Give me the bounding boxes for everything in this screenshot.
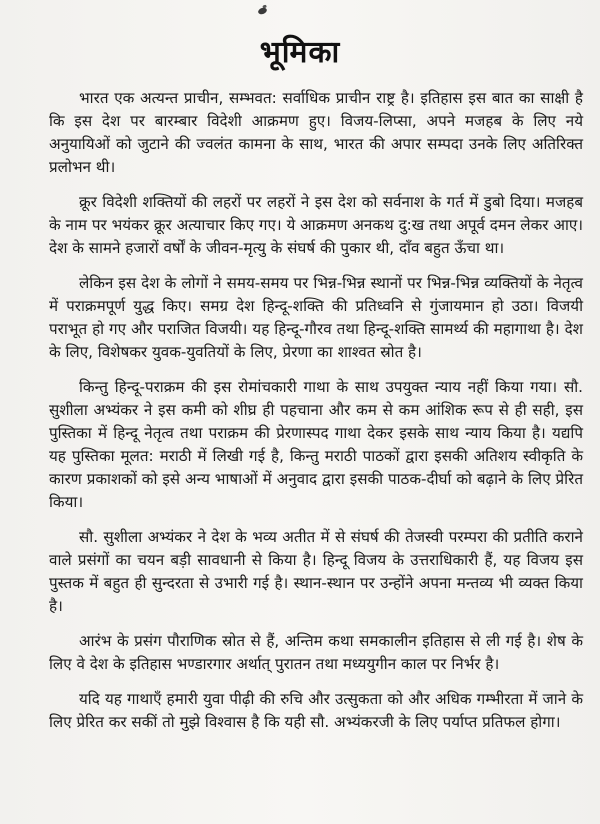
paragraph-4: किन्तु हिन्दू-पराक्रम की इस रोमांचकारी गाथा के साथ उपयुक्त न्याय नहीं किया गया। सौ. सुशीला अभ्यंकर ने इस कमी को शीघ्र ही पहचाना और कम से कम आंशिक रूप से ही सही, इस पुस्तिका में हिन्दू नेतृत्व तथा पराक्रम की प्रेरणास्पद गाथा देकर इसके साथ न्याय किया है। यद्यपि यह पुस्तिका मूलत: मराठी में लिखी गई है, किन्तु मराठी पाठकों द्वारा इसकी अतिशय स्वीकृति के कारण प्रकाशकों को इसे अन्य भाषाओं में अनुवाद द्वारा इसकी पाठक-दीर्घा को बढ़ाने के लिए प्रेरित किया। [49, 378, 583, 511]
paragraph-3: लेकिन इस देश के लोगों ने समय-समय पर भिन्न-भिन्न स्थानों पर भिन्न-भिन्न व्यक्तियों के नेतृत्व में पराक्रमपूर्ण युद्ध किए। समग्र देश हिन्दू-शक्ति की प्रतिध्वनि से गुंजायमान हो उठा। विजयी पराभूत हो गए और पराजित विजयी। यह हिन्दू-गौरव तथा हिन्दू-शक्ति सामर्थ्य की महागाथा है। देश के लिए, विशेषकर युवक-युवतियों के लिए, प्रेरणा का शाश्वत स्रोत है। [49, 274, 583, 361]
paragraph-7: यदि यह गाथाएँ हमारी युवा पीढ़ी की रुचि और उत्सुकता को और अधिक गम्भीरता में जाने के लिए प्रेरित कर सकीं तो मुझे विश्वास है कि यही सौ. अभ्यंकरजी के लिए पर्याप्त प्रतिफल होगा। [49, 690, 583, 731]
preface-body [49, 87, 583, 746]
paragraph-5: सौ. सुशीला अभ्यंकर ने देश के भव्य अतीत में से संघर्ष की तेजस्वी परम्परा की प्रतीति कराने वाले प्रसंगों का चयन बड़ी सावधानी से किया है। हिन्दू विजय के उत्तराधिकारी हैं, यह विजय इस पुस्तक में बहुत ही सुन्दरता से उभारी गई है। स्थान-स्थान पर उन्होंने अपना मन्तव्य भी व्यक्त किया है। [49, 528, 583, 615]
paragraph-1: भारत एक अत्यन्त प्राचीन, सम्भवत: सर्वाधिक प्राचीन राष्ट्र है। इतिहास इस बात का साक्षी है कि इस देश पर बारम्बार विदेशी आक्रमण हुए। विजय-लिप्सा, अपने मजहब के लिए नये अनुयायिओं को जुटाने की ज्वलंत कामना के साथ, भारत की अपार सम्पदा उनके लिए अतिरिक्त प्रलोभन थी। [49, 89, 583, 176]
page-title: भूमिका [259, 35, 341, 70]
paragraph-2: क्रूर विदेशी शक्तियों की लहरों पर लहरों ने इस देश को सर्वनाश के गर्त में डुबो दिया। मजहब के नाम पर भयंकर क्रूर अत्याचार किए गए। ये आक्रमण अनकथ दु:ख तथा अपूर्व दमन लेकर आए। देश के सामने हजारों वर्षों के जीवन-मृत्यु के संघर्ष की पुकार थी, दाँव बहुत ऊँचा था। [49, 193, 583, 257]
ink-speck [257, 7, 268, 16]
paragraph-6: आरंभ के प्रसंग पौराणिक स्रोत से हैं, अन्तिम कथा समकालीन इतिहास से ली गई है। शेष के लिए वे देश के इतिहास भण्डारगार अर्थात् पुरातन तथा मध्ययुगीन काल पर निर्भर है। [49, 632, 583, 673]
